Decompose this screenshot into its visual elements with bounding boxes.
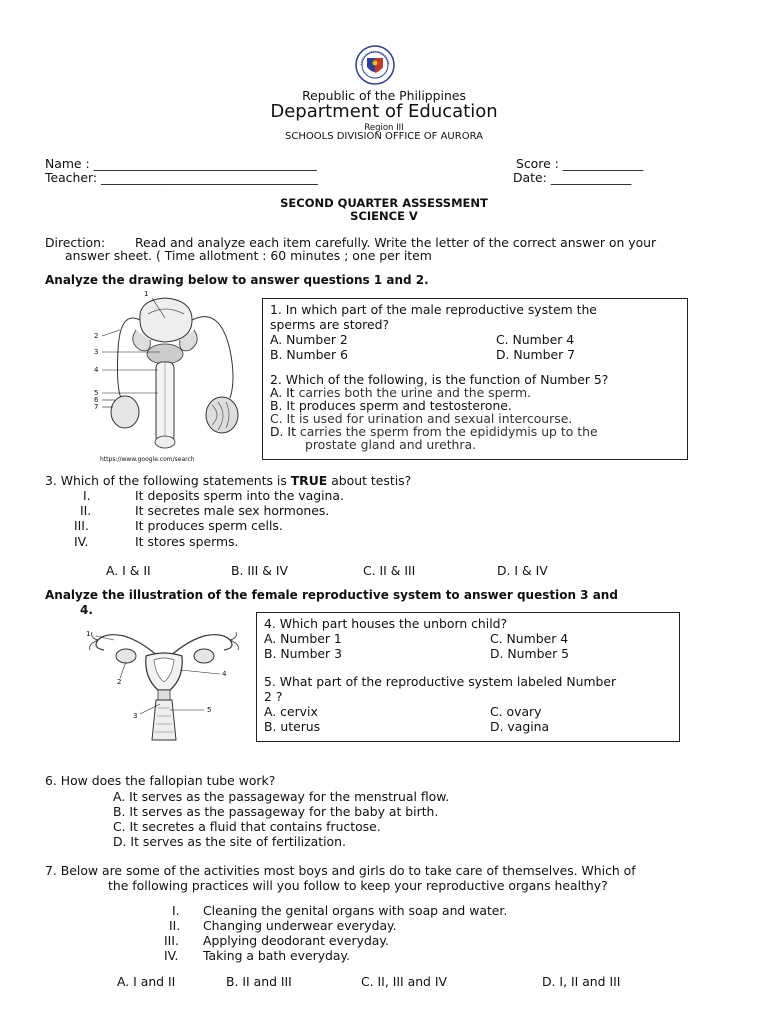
direction-text: Read and analyze each item carefully. Write the letter of the correct answer on your <box>135 235 657 250</box>
q7-item-num-4: IV. <box>164 948 179 963</box>
female-fig-label-3: 3 <box>133 712 138 720</box>
q6-stem: 6. How does the fallopian tube work? <box>45 773 276 788</box>
q2-stem: 2. Which of the following, is the function of Number 5? <box>270 372 609 387</box>
female-fig-label-5: 5 <box>207 706 212 714</box>
male-fig-label-2: 2 <box>94 332 99 340</box>
deped-seal <box>355 45 395 85</box>
q5-stem-2: 2 ? <box>264 689 283 704</box>
q1-option-b[interactable]: B. Number 6 <box>270 347 348 362</box>
direction-text-2: answer sheet. ( Time allotment : 60 minutes ; one per item <box>65 248 432 263</box>
q7-choice-b[interactable]: B. II and III <box>226 974 292 989</box>
q7-choice-d[interactable]: D. I, II and III <box>542 974 621 989</box>
q3-choice-d[interactable]: D. I & IV <box>497 563 548 578</box>
department-title: Department of Education <box>270 101 498 122</box>
male-reproductive-figure <box>80 290 250 462</box>
q3-stem-post: about testis? <box>327 473 412 488</box>
q7-item-num-3: III. <box>164 933 179 948</box>
section2-heading: Analyze the illustration of the female reproductive system to answer question 3 and <box>45 588 618 602</box>
q1-option-a[interactable]: A. Number 2 <box>270 332 348 347</box>
male-fig-label-5: 5 <box>94 389 99 397</box>
q5-option-a[interactable]: A. cervix <box>264 704 318 719</box>
q6-option-a[interactable]: A. It serves as the passageway for the menstrual flow. <box>113 789 450 804</box>
q5-option-b[interactable]: B. uterus <box>264 719 321 734</box>
male-fig-label-6: 6 <box>94 396 99 404</box>
q3-item-num-2: II. <box>80 503 92 518</box>
q1-option-d[interactable]: D. Number 7 <box>496 347 576 362</box>
male-fig-label-4: 4 <box>94 366 99 374</box>
score-field[interactable]: Score : _____________ <box>516 156 644 171</box>
q7-item-text-3: Applying deodorant everyday. <box>203 933 389 948</box>
q2-option-b-text: produces sperm and testosterone. <box>294 398 512 413</box>
q4-option-b[interactable]: B. Number 3 <box>264 646 342 661</box>
q7-item-text-2: Changing underwear everyday. <box>203 918 397 933</box>
female-fig-label-1: 1 <box>86 630 91 638</box>
q7-item-text-4: Taking a bath everyday. <box>203 948 350 963</box>
q2-option-a-prefix: A. It <box>270 385 295 400</box>
q1-stem-2: sperms are stored? <box>270 317 390 332</box>
q7-stem-2: the following practices will you follow to keep your reproductive organs healthy? <box>108 878 608 893</box>
subject-title: SCIENCE V <box>350 209 418 223</box>
region-text: Region III <box>364 123 404 133</box>
q7-choice-c[interactable]: C. II, III and IV <box>361 974 447 989</box>
q6-option-d[interactable]: D. It serves as the site of fertilization. <box>113 834 346 849</box>
female-reproductive-figure <box>84 622 244 742</box>
q5-stem: 5. What part of the reproductive system labeled Number <box>264 674 617 689</box>
q3-choice-a[interactable]: A. I & II <box>106 563 151 578</box>
q7-item-num-2: II. <box>169 918 181 933</box>
q3-item-text-2: It secretes male sex hormones. <box>135 503 330 518</box>
q3-choice-c[interactable]: C. II & III <box>363 563 416 578</box>
q4-stem: 4. Which part houses the unborn child? <box>264 616 508 631</box>
male-fig-label-1: 1 <box>144 290 149 298</box>
teacher-field[interactable]: Teacher: ___________________________________ <box>45 170 318 185</box>
male-fig-label-3: 3 <box>94 348 99 356</box>
q5-option-d[interactable]: D. vagina <box>490 719 550 734</box>
section1-heading: Analyze the drawing below to answer questions 1 and 2. <box>45 273 429 287</box>
q7-item-num-1: I. <box>172 903 180 918</box>
q3-stem-bold: TRUE <box>290 473 328 488</box>
q5-option-c[interactable]: C. ovary <box>490 704 542 719</box>
q2-option-c[interactable]: C. It is used for urination and sexual intercourse. <box>270 411 573 426</box>
assessment-title: SECOND QUARTER ASSESSMENT <box>280 196 488 210</box>
male-fig-label-7: 7 <box>94 403 99 411</box>
q3-item-num-3: III. <box>74 518 89 533</box>
direction-label: Direction: <box>45 235 106 250</box>
q7-choice-a[interactable]: A. I and II <box>117 974 176 989</box>
q3-item-text-3: It produces sperm cells. <box>135 518 283 533</box>
q4-option-d[interactable]: D. Number 5 <box>490 646 570 661</box>
q2-option-d-prefix: D. It <box>270 424 296 439</box>
q4-option-c[interactable]: C. Number 4 <box>490 631 569 646</box>
q7-item-text-1: Cleaning the genital organs with soap and water. <box>203 903 508 918</box>
q7-stem: 7. Below are some of the activities most boys and girls do to take care of themselves. Which of <box>45 863 636 878</box>
date-field[interactable]: Date: _____________ <box>513 170 632 185</box>
q3-item-text-4: It stores sperms. <box>135 534 239 549</box>
q4-option-a[interactable]: A. Number 1 <box>264 631 342 646</box>
q3-stem <box>45 473 411 488</box>
republic-text: Republic of the Philippines <box>302 88 466 103</box>
figure-source: https://www.google.com/search <box>100 456 195 463</box>
q1-stem: 1. In which part of the male reproductive system the <box>270 302 597 317</box>
q3-item-num-4: IV. <box>74 534 89 549</box>
q6-option-c[interactable]: C. It secretes a fluid that contains fructose. <box>113 819 381 834</box>
q2-option-d-cont: prostate gland and urethra. <box>305 437 477 452</box>
division-text: SCHOOLS DIVISION OFFICE OF AURORA <box>285 131 483 142</box>
female-fig-label-2: 2 <box>117 678 122 686</box>
q2-option-b-prefix: B. It <box>270 398 295 413</box>
q3-item-text-1: It deposits sperm into the vagina. <box>135 488 344 503</box>
q3-choice-b[interactable]: B. III & IV <box>231 563 289 578</box>
q2-option-a-text: carries both the urine and the sperm. <box>294 385 531 400</box>
female-fig-label-4: 4 <box>222 670 227 678</box>
section2-heading-2: 4. <box>80 603 93 617</box>
q1-option-c[interactable]: C. Number 4 <box>496 332 575 347</box>
q3-stem-pre: 3. Which of the following statements is <box>45 473 291 488</box>
name-field[interactable]: Name : ____________________________________ <box>45 156 317 171</box>
q2-option-d-text: carries the sperm from the epididymis up to the <box>295 424 598 439</box>
q6-option-b[interactable]: B. It serves as the passageway for the baby at birth. <box>113 804 439 819</box>
q3-item-num-1: I. <box>83 488 91 503</box>
